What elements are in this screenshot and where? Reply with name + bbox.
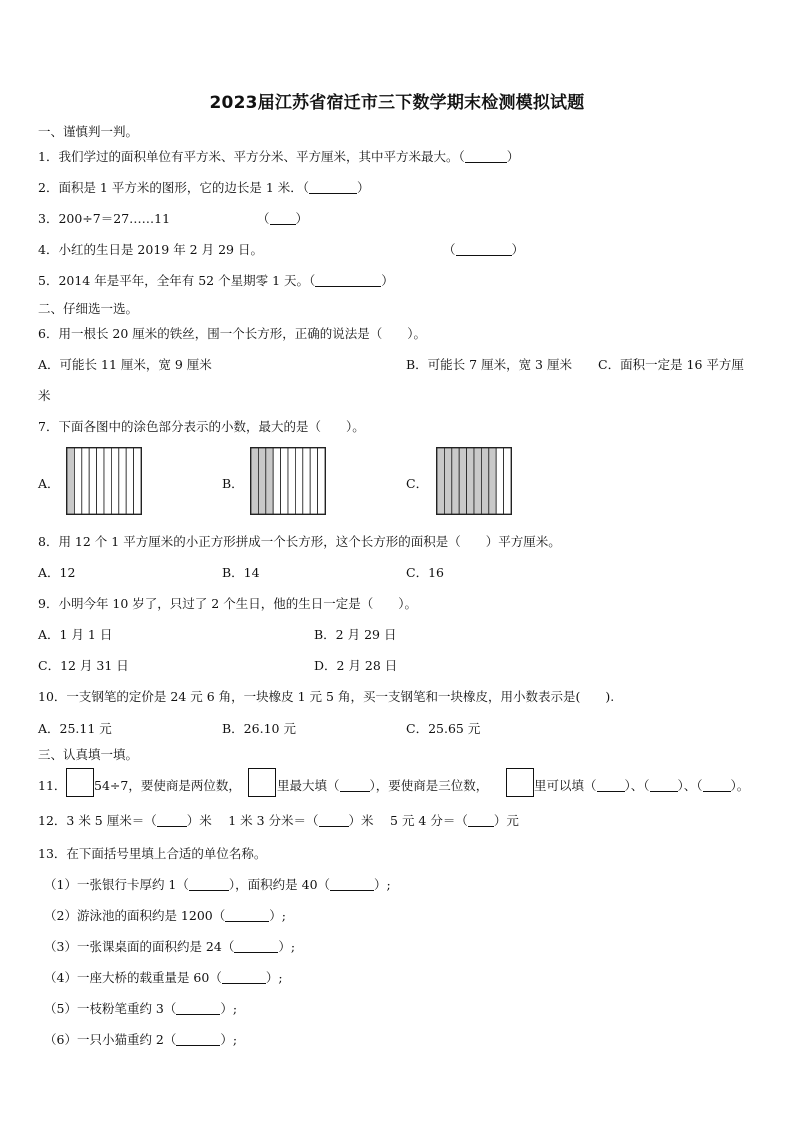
shaded-strip [258,448,265,514]
blank-strip [97,448,104,514]
blank-strip [496,448,503,514]
page-title: 2023届江苏省宿迁市三下数学期末检测模拟试题 [209,93,585,113]
blank-strip [89,448,96,514]
question-11-part-2 [277,776,488,794]
paren-close: ） [511,242,525,257]
figure-c-grid [437,448,511,514]
section-heading-3: 三、认真填一填。 [38,747,139,762]
answer-blank[interactable] [176,1033,220,1046]
question-10: 10．一支钢笔的定价是 24 元 6 角，一块橡皮 1 元 5 角，买一支钢笔和一块橡皮，用小数表示是( ). [38,689,615,704]
figure-b [250,447,326,515]
question-9-option-a[interactable]: A．1 月 1 日 [38,627,113,642]
shaded-strip [444,448,451,514]
question-10-option-c[interactable]: C．25.65 元 [406,721,481,736]
blank-strip [310,448,317,514]
digit-box-2[interactable] [248,768,276,797]
item-3-text-a: （3）一张课桌面的面积约是 24（ [44,939,235,954]
question-8: 8．用 12 个 1 平方厘米的小正方形拼成一个长方形，这个长方形的面积是（ ）平方厘米。 [38,534,561,549]
question-13-item-5 [44,999,237,1017]
question-6-option-c[interactable]: C．面积一定是 16 平方厘 [598,357,744,372]
item-1-text-c: ）; [374,877,391,892]
question-6-option-a[interactable]: A．可能长 11 厘米，宽 9 厘米 [38,357,212,372]
answer-blank[interactable] [309,181,357,194]
answer-blank[interactable] [234,940,278,953]
answer-blank[interactable] [157,814,187,827]
question-11-text-2: 里最大填（ [277,778,340,793]
figure-b-grid [251,448,325,514]
item-1-text-b: ），面积约是 40（ [228,877,331,892]
paren-open: （ [257,211,270,226]
question-13: 13．在下面括号里填上合适的单位名称。 [38,846,267,861]
answer-blank[interactable] [225,909,269,922]
question-13-item-2 [44,906,286,924]
question-9-option-c[interactable]: C．12 月 31 日 [38,658,129,673]
blank-strip [303,448,310,514]
paren-close: ） [357,180,370,195]
question-6-option-c-cont: 米 [38,388,51,403]
question-7-option-c[interactable]: C． [406,476,429,491]
item-6-text-a: （6）一只小猫重约 2（ [44,1032,177,1047]
answer-blank[interactable] [189,878,229,891]
answer-blank[interactable] [465,150,507,163]
shaded-strip [437,448,444,514]
question-7: 7．下面各图中的涂色部分表示的小数，最大的是（ ）。 [38,419,365,434]
section-heading-2: 二、仔细选一选。 [38,301,139,316]
paren-open: （ [443,242,456,257]
digit-box-3[interactable] [506,768,534,797]
question-2-text: 2．面积是 1 平方米的图形，它的边长是 1 米．（ [38,180,310,195]
figure-a [66,447,142,515]
answer-blank[interactable] [340,779,370,792]
answer-blank[interactable] [222,971,266,984]
question-8-option-a[interactable]: A．12 [38,565,76,580]
question-7-option-b[interactable]: B． [222,476,244,491]
separator: ）、（ [677,778,703,793]
item-2-text-b: ）; [269,908,286,923]
item-5-text-a: （5）一枝粉笔重约 3（ [44,1001,177,1016]
question-11-text-3: ），要使商是三位数， [369,778,489,793]
shaded-strip [251,448,258,514]
paren-close: ） [295,211,309,226]
blank-strip [119,448,126,514]
question-13-item-1 [44,875,391,893]
digit-box-1[interactable] [66,768,94,797]
question-11-number: 11． [38,778,67,793]
question-5 [38,271,394,289]
blank-strip [104,448,111,514]
question-12-text-3: ）米 5 元 4 分＝（ [348,813,468,828]
question-10-option-a[interactable]: A．25.11 元 [38,721,112,736]
answer-blank[interactable] [330,878,374,891]
question-12-text-1: 12．3 米 5 厘米＝（ [38,813,157,828]
answer-blank[interactable] [650,779,678,792]
question-13-item-3 [44,937,295,955]
item-5-text-b: ）; [220,1001,238,1016]
figure-a-grid [67,448,141,514]
answer-blank[interactable] [597,779,625,792]
blank-strip [82,448,89,514]
blank-strip [295,448,302,514]
question-9-option-b[interactable]: B．2 月 29 日 [314,627,397,642]
paren-close: ） [381,273,394,288]
separator: ）、（ [624,778,650,793]
answer-blank[interactable] [176,1002,220,1015]
shaded-strip [452,448,459,514]
question-12-text-4: ）元 [493,813,519,828]
blank-strip [504,448,511,514]
paren-close: ） [506,149,520,164]
question-11-text-4: 里可以填（ [534,778,597,793]
question-2 [38,178,370,196]
item-4-text-a: （4）一座大桥的载重量是 60（ [44,970,222,985]
blank-strip [111,448,118,514]
question-13-item-4 [44,968,283,986]
blank-strip [273,448,280,514]
shaded-strip [474,448,481,514]
question-3-answer [257,209,308,227]
shaded-strip [67,448,74,514]
question-7-option-a[interactable]: A． [38,476,60,491]
question-4 [38,240,263,258]
question-4-text: 4．小红的生日是 2019 年 2 月 29 日。 [38,242,263,257]
question-10-option-b[interactable]: B．26.10 元 [222,721,296,736]
section-heading-1: 一、谨慎判一判。 [38,124,139,139]
item-1-text-a: （1）一张银行卡厚约 1（ [44,877,189,892]
item-6-text-b: ）; [220,1032,238,1047]
question-4-answer [443,240,524,258]
question-9-option-d[interactable]: D．2 月 28 日 [314,658,398,673]
question-1 [38,147,519,165]
item-4-text-b: ）; [265,970,283,985]
answer-blank[interactable] [270,212,296,225]
paren-close: ）。 [730,778,750,793]
blank-strip [281,448,288,514]
figure-c [436,447,512,515]
blank-strip [318,448,325,514]
shaded-strip [266,448,273,514]
question-1-text: 1．我们学过的面积单位有平方米、平方分米、平方厘米，其中平方米最大。（ [38,149,465,164]
question-3 [38,209,170,227]
shaded-strip [489,448,496,514]
item-2-text-a: （2）游泳池的面积约是 1200（ [44,908,226,923]
question-6: 6．用一根长 20 厘米的铁丝，围一个长方形，正确的说法是（ ）。 [38,326,427,341]
question-11-part-3 [534,776,749,794]
question-11-part-1: 54÷7，要使商是两位数， [94,778,241,793]
blank-strip [126,448,133,514]
question-12-text-2: ）米 1 米 3 分米＝（ [186,813,319,828]
question-9: 9．小明今年 10 岁了，只过了 2 个生日，他的生日一定是（ ）。 [38,596,417,611]
question-6-option-b[interactable]: B．可能长 7 厘米，宽 3 厘米 [406,357,572,372]
question-12 [38,811,519,829]
answer-blank[interactable] [703,779,731,792]
question-13-item-6 [44,1030,237,1048]
question-3-text: 3．200÷7＝27……11 [38,211,171,226]
shaded-strip [459,448,466,514]
answer-blank[interactable] [456,243,512,256]
answer-blank[interactable] [315,274,381,287]
question-8-option-c[interactable]: C．16 [406,565,444,580]
answer-blank[interactable] [319,814,349,827]
blank-strip [134,448,141,514]
item-3-text-b: ）; [278,939,296,954]
blank-strip [288,448,295,514]
answer-blank[interactable] [468,814,494,827]
question-5-text: 5．2014 年是平年，全年有 52 个星期零 1 天。（ [38,273,316,288]
blank-strip [74,448,81,514]
shaded-strip [467,448,474,514]
question-8-option-b[interactable]: B．14 [222,565,260,580]
shaded-strip [481,448,488,514]
